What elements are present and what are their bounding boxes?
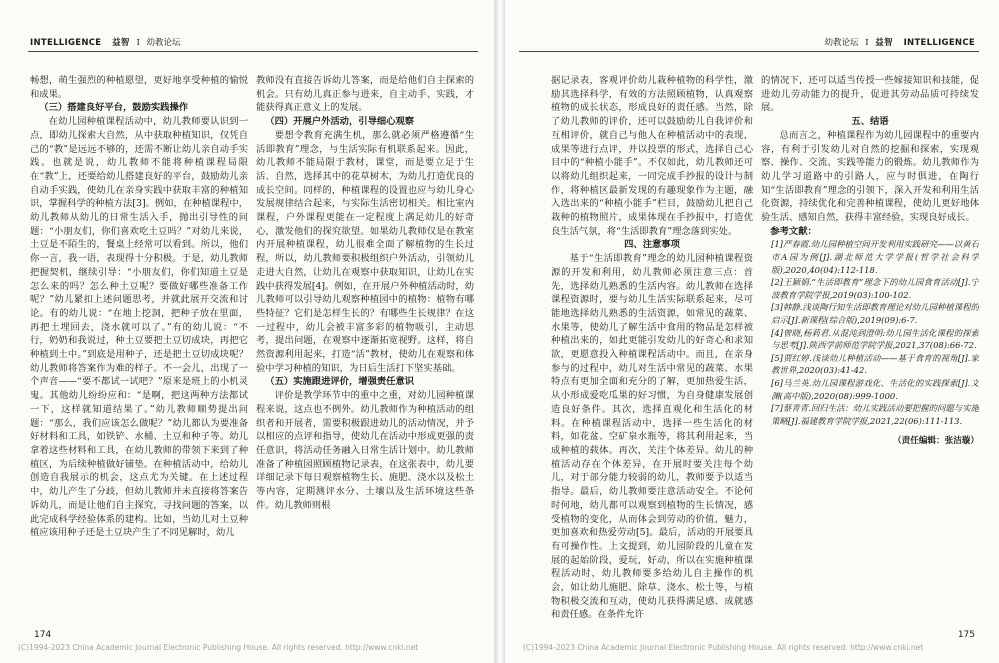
section-heading: 四、注意事项 <box>624 239 680 251</box>
body-paragraph: 要想令教育充满生机，那么就必须严格遵循“生活即教育”理念，与生活实际有机联系起来。因此，幼儿教师不能局限于教材，课堂，而是要立足于生活、自然，选择其中的花草树木，为幼儿打造优良的成长空间。同样的，种植课程的设置也应与幼儿身心发展规律结合起来，与实际生活密切相关。相比室内课程，户外课程更能在一定程度上满足幼儿的好奇心，激发他们的探究欲望。如果幼儿教师仅是在教室内开展种植课程，幼儿很难全面了解植物的生长过程，所以，幼儿教师要积极组织户外活动，引领幼儿走进大自然，让幼儿在观察中获取知识，让幼儿在实践中获得发展[4]。例如，在开展户外种植活动时，幼儿教师可以引导幼儿观察种植园中的植物：植物有哪些特征？它们是怎样生长的？有哪些生长规律？在这一过程中，幼儿会被丰富多彩的植物吸引，主动思考，提出问题，在观察中逐渐拓宽视野。这样，将自然资源利用起来，打造“活”教材，使幼儿在观察和体验中学习种植的知识，为日后生活打下坚实基础。 <box>256 129 474 374</box>
copyright-footer: (C)1994-2023 China Academic Journal Electronic Publishing House. All rights reserved. http://www.cnki.net <box>523 643 924 652</box>
references-heading: 参考文献： <box>770 225 817 237</box>
header-separator: I <box>865 38 869 48</box>
page-number: 174 <box>34 630 52 640</box>
left-page <box>0 0 494 663</box>
header-rule <box>519 51 979 52</box>
reference-item: [3]韩静.浅谈陶行知生活即教育理论对幼儿园种植课程的启示[J].新课程(综合版),2019(09):6-7. <box>771 302 979 325</box>
body-paragraph: 总而言之，种植课程作为幼儿园课程中的重要内容，有利于引发幼儿对自然的挖掘和探索，实现观察、操作、交流、实践等能力的锻炼。幼儿教师作为幼儿学习道路中的引路人，应与时俱进，在陶行知“生活即教育”理念的引领下，深入开发和利用生活化资源，持续优化和完善种植课程，使幼儿更好地体验生活、感知自然，获得丰富经验，实现良好成长。 <box>761 129 979 224</box>
book-gutter <box>494 0 505 663</box>
body-paragraph: 基于“生活即教育”理念的幼儿园种植课程资源的开发和利用，幼儿教师必须注意三点：首先，选择幼儿熟悉的生活内容。幼儿教师在选择课程资源时，要与幼儿生活实际联系起来，尽可能地选择幼儿熟悉的生活资源，如常见的蔬菜、水果等，使幼儿了解生活中食用的物品是怎样被种植出来的，如此更能引发幼儿的好奇心和求知欲，更愿意投入种植课程活动中。而且，在亲身参与的过程中，幼儿对生活中常见的蔬菜、水果特点有更加全面和充分的了解，更加热爱生活，从小形成爱吃瓜果的好习惯，为自身健康发展创造良好条件。其次，选择直观化和生活化的材料。在种植课程活动中，选择一些生活化的材料，如花盆、空矿泉水瓶等，将其利用起来，当成种植的载体。再次，关注个体差异。幼儿的种植活动存在个体差异，在开展时要关注每个幼儿，对于部分能力较弱的幼儿，教师要予以适当指导。最后，幼儿教师要注意活动安全。不论何时何地，幼儿都可以观察到植物的生长情况，感受植物的变化，从而体会到劳动的价值，魅力，更加喜欢和热爱劳动[5]。最后，活动的开展要具有可操作性。上文提到，幼儿园阶段的儿童在发展的起始阶段，爱玩，好动，所以在实施种植课程活动时，幼儿教师要多给幼儿自主操作的机会，如让幼儿施肥、除草、浇水、松土等，与植物积极交流和互动，使幼儿获得满足感、成就感和责任感。在条件允许 <box>551 253 753 621</box>
running-header <box>824 36 975 48</box>
subsection-heading: （四）开展户外活动，引导细心观察 <box>265 116 415 128</box>
body-paragraph: 的情况下，还可以适当传授一些嫁接知识和技能，促进幼儿劳动能力的提升，促进其劳动品质可持续发展。 <box>761 75 979 114</box>
editor-credit: （责任编辑：张洁璇） <box>893 436 979 447</box>
subsection-heading: （三）搭建良好平台，鼓励实践操作 <box>39 102 189 114</box>
body-paragraph: 评价是教学环节中的重中之重，对幼儿园种植课程来说，这点也不例外。幼儿教师作为种植活动的组织者和开展者，需要积极跟进幼儿的活动情况，并予以相应的点评和指导，使幼儿在活动中形成更强的责任意识，将活动任务融入日常生活计划中。幼儿教师准备了种植园照顾植物记录表，在这张表中，幼儿要详细记录下每日观察植物生长、施肥、浇水以及松土等内容，定期测评水分、土壤以及生活环境这些条件。幼儿教师则根 <box>256 390 474 511</box>
body-paragraph: 据记录表，客观评价幼儿栽种植物的科学性，激励其选择科学，有效的方法照顾植物，认真观察植物的成长状态，形成良好的责任感。当然，除了幼儿教师的评价，还可以鼓励幼儿自我评价和互相评价，就自己与他人在种植活动中的表现，成果等进行点评，并以投票的形式，选择自己心目中的“种植小能手”。不仅如此，幼儿教师还可以将幼儿组织起来，一同完成手抄报的设计与制作，将种植区最新发现的有趣现象作为主题，融入选出来的“种植小能手”栏目，鼓励幼儿把自己栽种的植物照片，成果体现在手抄报中，打造优良生活气氛，将“生活即教育”理念落到实处。 <box>551 75 753 237</box>
reference-item: [6]马兰英.幼儿园课程游戏化、生活化的实践探索[J].文渊(高中版),2020(08):999-1000. <box>771 377 979 401</box>
body-paragraph: 畅想，萌生强烈的种植愿望，更好地享受种植的愉悦和成果。 <box>30 75 248 100</box>
magazine-name: 益智 <box>875 38 893 48</box>
reference-item: [5]贾红婷.浅谈幼儿种植活动——基于食育的视角[J].家教世界,2020(03):41-42. <box>771 352 979 376</box>
section-name: 幼教论坛 <box>146 38 181 48</box>
left-column-2 <box>256 74 474 630</box>
left-column-1 <box>30 74 248 630</box>
reference-item: [2]王颖娟.“生活即教育”理念下的幼儿园食育活动[J].宁波教育学院学报,2019(03):100-102. <box>771 277 979 300</box>
body-paragraph: 教师没有直接告诉幼儿答案，而是给他们自主探索的机会。只有幼儿真正参与进来，自主动手、实践，才能获得真正意义上的发展。 <box>256 75 474 114</box>
header-separator: I <box>136 38 140 48</box>
reference-item: [4]曾晓,杨莉君.从混沌到澄明:幼儿园生活化课程的探索与思考[J].陕西学前师范学院学报,2021,37(08):66-72. <box>771 327 979 351</box>
section-heading: 五、结语 <box>851 116 889 128</box>
copyright-footer: (C)1994-2023 China Academic Journal Electronic Publishing House. All rights reserved. http://www.cnki.net <box>18 643 419 652</box>
right-page <box>505 0 999 663</box>
journal-brand: INTELLIGENCE <box>903 38 975 48</box>
right-column-1 <box>551 74 753 630</box>
section-name: 幼教论坛 <box>824 38 859 48</box>
running-header <box>30 36 181 48</box>
reference-item: [7]蔡青青.回归生活：幼儿实践活动要把握的问题与实施策略[J].福建教育学院学报,2021,22(06):111-113. <box>771 403 979 426</box>
reference-item: [1]严春霞.幼儿园种植空间开发利用实践研究——以黄石市A园为例[J].湖北师范大学学报(哲学社会科学版),2020,40(04):112-118. <box>771 239 979 275</box>
right-column-2 <box>761 74 979 630</box>
header-rule <box>28 51 478 52</box>
magazine-name: 益智 <box>112 38 130 48</box>
page-number: 175 <box>957 630 975 640</box>
journal-brand: INTELLIGENCE <box>30 38 102 48</box>
subsection-heading: （五）实施跟进评价，增强责任意识 <box>265 376 415 388</box>
body-paragraph: 在幼儿园种植课程活动中，幼儿教师要认识到一点，即幼儿探索大自然，从中获取种植知识，仅凭自己的“教”是远远不够的，还需不断让幼儿亲自动手实践。也就是说，幼儿教师不能将种植课程局限在“教”上，还要给幼儿搭建良好的平台，鼓励幼儿亲自动手实践，使幼儿在亲身实践中获取丰富的种植知识，掌握科学的种植方法[3]。例如，在种植课程中，幼儿教师从幼儿的日常生活入手，抛出引导性的问题：“小朋友们，你们喜欢吃土豆吗？”对幼儿来说，土豆是不陌生的，餐桌上经常可以看到。所以，他们你一言，我一语，表现得十分积极。于是，幼儿教师把握契机，继续引导：“小朋友们，你们知道土豆是怎么来的吗？怎么种土豆呢？要做好哪些准备工作呢？”幼儿紧扣上述问题思考，并就此展开交流和讨论。有的幼儿说：“在地上挖洞，把种子放在里面，再把土埋回去，浇水就可以了。”有的幼儿说：“不行，奶奶和我说过，种土豆要把土豆切成块，再把它种植到土中。”到底是用种子，还是把土豆切成块呢？幼儿教师将答案作为难的样子。不一会儿，出现了一个声音——“要不都试一试吧？”原来是班上的小机灵鬼。其他幼儿纷纷应和：“是啊，把这两种方法都试一下，这样就知道结果了。”幼儿教师顺势提出问题：“那么，我们应该怎么做呢？”幼儿都认为要准备好材料和工具，如铁铲、水桶、土豆和种子等。幼儿拿着这些材料和工具，在幼儿教师的带领下来到了种植区，为后续种植做好铺垫。在种植活动中，给幼儿创造自我展示的机会，这点尤为关键。在上述过程中，幼儿产生了分歧，但幼儿教师并未直接将答案告诉幼儿，而是让他们自主探究，寻找问题的答案，以此完成科学经验体系的建构。比如，当幼儿对土豆种植应该用种子还是土豆块产生了不同见解时，幼儿 <box>30 116 248 539</box>
